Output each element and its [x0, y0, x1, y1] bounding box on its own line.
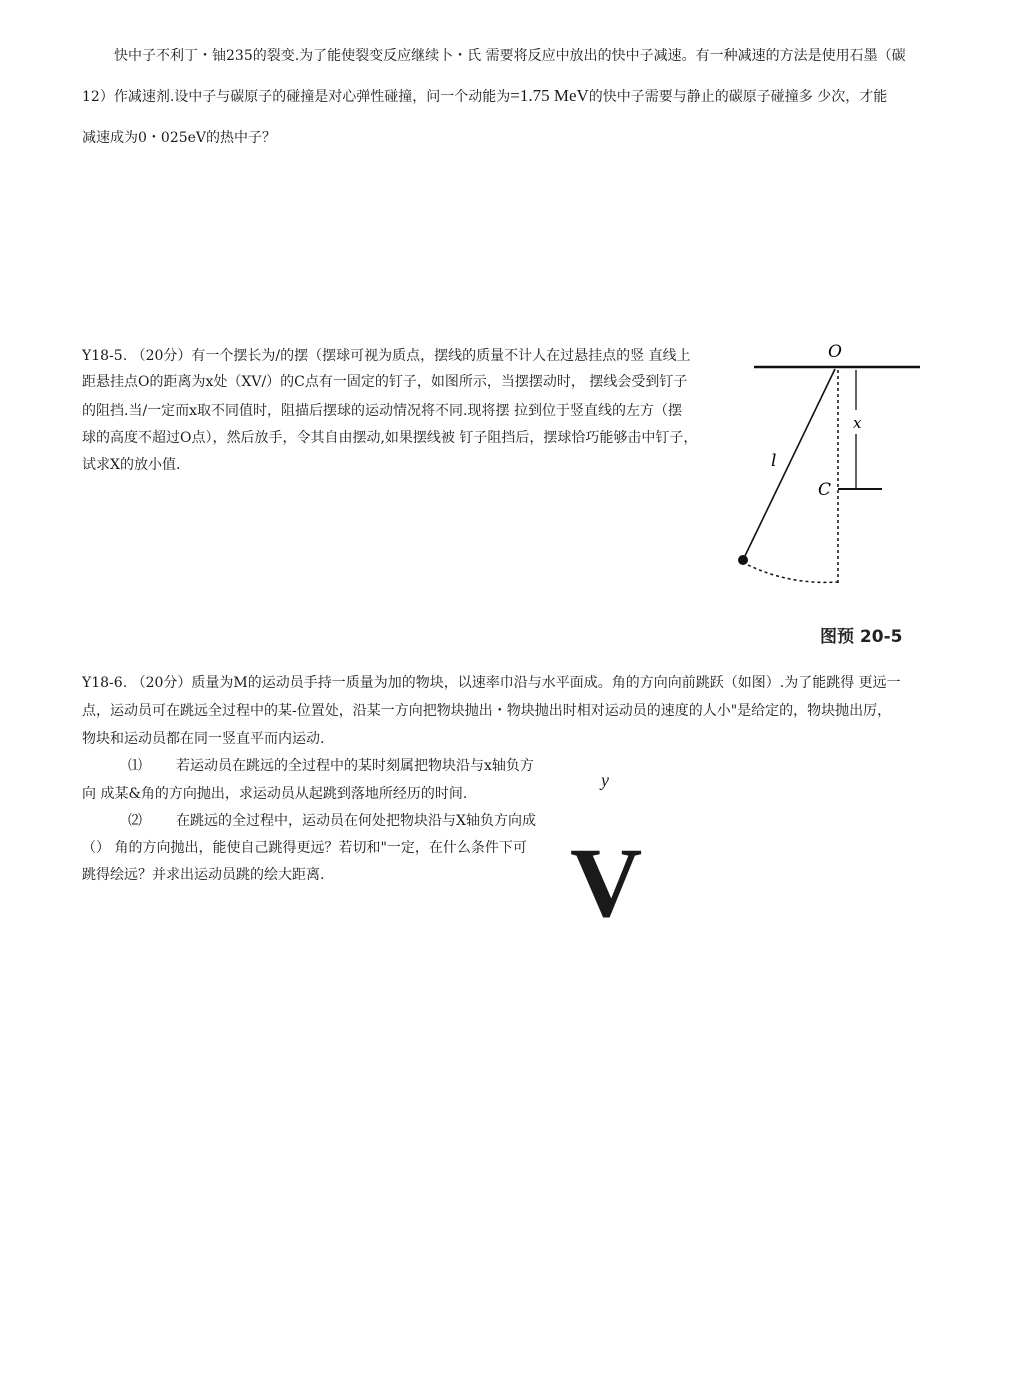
problem1-line3: 减速成为0・025eV的热中子？ — [82, 130, 277, 146]
sub1-line2: 向 成某&角的方向抛出，求运动员从起跳到落地所经历的时间. — [82, 786, 468, 802]
problem3-line3: 物块和运动员都在同一竖直平而内运动. — [82, 731, 325, 747]
label-c: C — [818, 480, 832, 500]
sub2-line3: 跳得绘远？并求出运动员跳的绘大距离. — [82, 867, 325, 883]
problem1-line1: 快中子不利丁・铀235的裂变.为了能使裂变反应继续卜・氏 需要将反应中放出的快中子减速。有一种减速的方法是使用石墨（碳 — [114, 48, 906, 64]
problem3-line2: 点，运动员可在跳远全过程中的某-位置处，沿某一方向把物块抛出・物块抛出时相对运动员的速度的人小"是给定的，物块抛出厉， — [82, 703, 892, 719]
figure-y-label: y — [601, 770, 609, 790]
problem2-line4: 球的高度不超过O点），然后放手，令其自由摆动,如果摆线被 钉子阻挡后，摆球恰巧能够击中钉子， — [82, 430, 698, 446]
problem3-line1: Y18-6. （20分）质量为M的运动员手持一质量为加的物块，以速率巾沿与水平面成。角的方向向前跳跃（如图）.为了能跳得 更远一 — [82, 675, 901, 691]
sub2-line2: （） 角的方向抛出，能使自己跳得更远？若切和"一定，在什么条件下可 — [82, 840, 527, 856]
problem1-line2-text-c: 的快中子需要与静止的碳原子碰撞多 少次，才能 — [588, 89, 888, 105]
figure-big-v: V — [570, 827, 643, 938]
label-l: l — [771, 451, 777, 471]
pendulum-string — [743, 369, 835, 560]
sub2-line1: 在跳远的全过程中，运动员在何处把物块沿与X轴负方向成 — [176, 813, 536, 829]
label-o: O — [828, 342, 842, 362]
swing-arc — [748, 565, 838, 582]
problem2-line1: Y18-5. （20分）有一个摆长为/的摆（摆球可视为质点，摆线的质量不计人在过悬挂点的竖 直线上 — [82, 348, 691, 364]
problem1-energy-value: =1.75 MeV — [510, 86, 589, 105]
sub1-number: ⑴ — [128, 758, 142, 774]
figure-caption: 图预 20-5 — [820, 627, 903, 647]
problem2-line2: 距悬挂点O的距离为x处（XV/）的C点有一固定的钉子，如图所示，当摆摆动时， 摆线会受到钉子 — [82, 374, 688, 390]
sub2-number: ⑵ — [128, 813, 142, 829]
pendulum-bob — [738, 555, 748, 565]
sub1-line1: 若运动员在跳远的全过程中的某时刻属把物块沿与x轴负方 — [176, 758, 534, 774]
label-x: x — [853, 414, 862, 432]
problem2-line5: 试求X的放小值. — [82, 457, 181, 473]
problem2-line3: 的阻挡.当/一定而x取不同值时，阻描后摆球的运动情况将不同.现将摆 拉到位于竖直线的左方（摆 — [82, 403, 682, 419]
problem1-line2-text-a: 12）作减速剂.设中子与碳原子的碰撞是对心弹性碰撞，问一个动能为 — [82, 89, 511, 105]
